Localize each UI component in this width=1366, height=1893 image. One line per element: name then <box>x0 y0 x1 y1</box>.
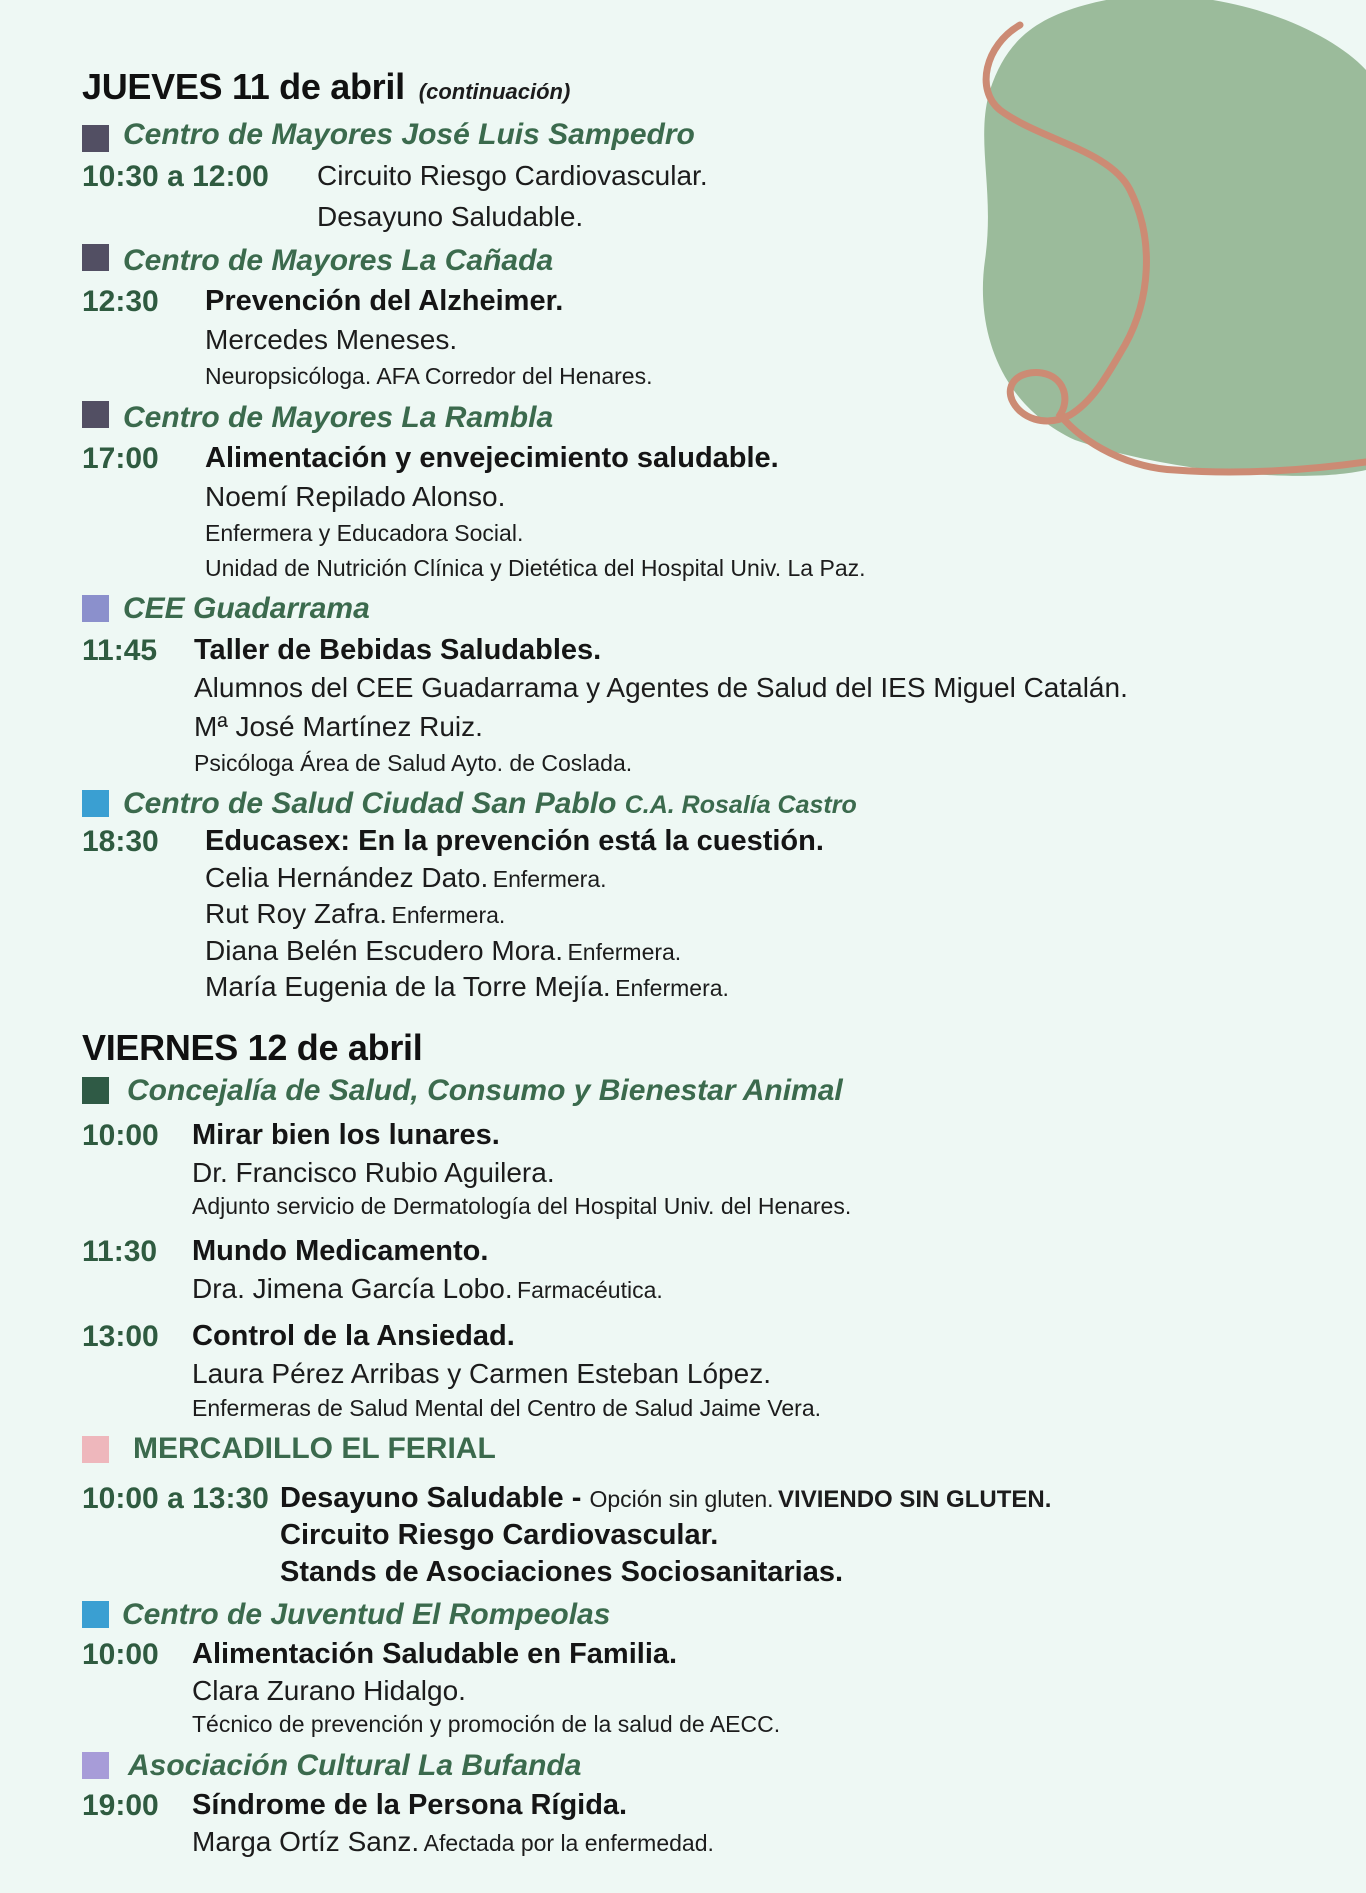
person-name: María Eugenia de la Torre Mejía. <box>205 971 611 1002</box>
thursday-title: JUEVES 11 de abril <box>82 66 405 107</box>
person-line <box>205 862 607 894</box>
venue-marker-square <box>82 1601 109 1628</box>
event-time: 10:00 <box>82 1119 159 1152</box>
friday-title: VIERNES 12 de abril <box>82 1027 423 1068</box>
event-speaker: Laura Pérez Arribas y Carmen Esteban López. <box>192 1358 771 1389</box>
event-detail: Adjunto servicio de Dermatología del Hospital Univ. del Henares. <box>192 1193 852 1219</box>
person-role: Enfermera. <box>567 939 682 965</box>
event-line: Stands de Asociaciones Sociosanitarias. <box>280 1556 844 1588</box>
event-speaker: Marga Ortíz Sanz. <box>192 1826 420 1857</box>
event-title: Mirar bien los lunares. <box>192 1119 500 1151</box>
venue-marker-square <box>82 1752 109 1779</box>
event-time: 10:30 a 12:00 <box>82 160 269 193</box>
venue-title: Centro de Juventud El Rompeolas <box>122 1598 611 1631</box>
event-speaker: Mª José Martínez Ruiz. <box>194 711 483 742</box>
person-name: Diana Belén Escudero Mora. <box>205 935 563 966</box>
event-detail: Unidad de Nutrición Clínica y Dietética del Hospital Univ. La Paz. <box>205 555 866 581</box>
green-blob-shape <box>983 0 1366 476</box>
person-role: Afectada por la enfermedad. <box>423 1830 714 1856</box>
event-time: 10:00 a 13:30 <box>82 1482 269 1515</box>
event-time: 11:30 <box>82 1235 158 1268</box>
person-role: Farmacéutica. <box>517 1277 663 1303</box>
thursday-header <box>82 66 570 108</box>
event-speaker: Clara Zurano Hidalgo. <box>192 1675 466 1706</box>
event-time: 12:30 <box>82 285 159 318</box>
venue-title: Centro de Mayores La Rambla <box>123 401 554 434</box>
person-role: Enfermera. <box>492 866 607 892</box>
event-title: Educasex: En la prevención está la cuestión. <box>205 825 824 857</box>
event-detail: Enfermeras de Salud Mental del Centro de Salud Jaime Vera. <box>192 1395 822 1421</box>
venue-title: Asociación Cultural La Bufanda <box>128 1749 582 1782</box>
event-title: Taller de Bebidas Saludables. <box>194 634 602 666</box>
event-title: Mundo Medicamento. <box>192 1235 489 1267</box>
event-note-tail: VIVIENDO SIN GLUTEN. <box>778 1486 1052 1513</box>
event-detail: Neuropsicóloga. AFA Corredor del Henares. <box>205 363 653 389</box>
event-title: Prevención del Alzheimer. <box>205 285 564 317</box>
continuation-note: (continuación) <box>418 79 571 104</box>
person-line <box>205 971 729 1003</box>
event-time: 10:00 <box>82 1638 159 1671</box>
event-title: Síndrome de la Persona Rígida. <box>192 1789 628 1821</box>
person-role: Enfermera. <box>391 902 506 928</box>
event-time: 17:00 <box>82 442 159 475</box>
venue-marker-square <box>82 125 109 152</box>
venue-marker-square <box>82 244 109 271</box>
venue-name: Centro de Salud Ciudad San Pablo <box>123 787 617 820</box>
venue-marker-square <box>82 1436 109 1463</box>
venue-title: MERCADILLO EL FERIAL <box>133 1432 496 1465</box>
event-note: Opción sin gluten. <box>589 1486 774 1512</box>
venue-title: Centro de Mayores La Cañada <box>123 244 554 277</box>
person-name: Celia Hernández Dato. <box>205 862 489 893</box>
venue-title: CEE Guadarrama <box>123 592 370 625</box>
event-line: Circuito Riesgo Cardiovascular. <box>280 1519 719 1551</box>
event-speaker: Mercedes Meneses. <box>205 324 458 355</box>
event-title: Desayuno Saludable <box>280 1482 564 1514</box>
person-name: Rut Roy Zafra. <box>205 898 388 929</box>
event-title: Control de la Ansiedad. <box>192 1320 515 1352</box>
event-line: Circuito Riesgo Cardiovascular. <box>317 160 708 191</box>
event-time: 13:00 <box>82 1320 159 1353</box>
event-speaker: Dr. Francisco Rubio Aguilera. <box>192 1157 555 1188</box>
person-line <box>192 1273 663 1305</box>
venue-suffix: C.A. Rosalía Castro <box>624 791 857 819</box>
event-speaker: Noemí Repilado Alonso. <box>205 481 506 512</box>
venue-title: Centro de Mayores José Luis Sampedro <box>123 118 695 151</box>
event-detail: Psicóloga Área de Salud Ayto. de Coslada. <box>194 750 633 776</box>
event-speaker: Alumnos del CEE Guadarrama y Agentes de Salud del IES Miguel Catalán. <box>194 672 1128 703</box>
person-line <box>205 935 681 967</box>
person-line <box>205 898 505 930</box>
event-title: Alimentación Saludable en Familia. <box>192 1638 678 1670</box>
event-line: Desayuno Saludable. <box>317 201 584 232</box>
event-separator: - <box>563 1482 590 1514</box>
person-role: Enfermera. <box>615 975 729 1001</box>
event-detail: Enfermera y Educadora Social. <box>205 520 524 546</box>
venue-title <box>123 787 857 821</box>
person-line <box>192 1826 714 1858</box>
venue-marker-square <box>82 595 109 622</box>
event-time: 19:00 <box>82 1789 159 1822</box>
venue-marker-square <box>82 790 109 817</box>
event-speaker: Dra. Jimena García Lobo. <box>192 1273 513 1304</box>
event-title: Alimentación y envejecimiento saludable. <box>205 442 779 474</box>
venue-marker-square <box>82 1077 109 1104</box>
event-detail: Técnico de prevención y promoción de la salud de AECC. <box>192 1711 781 1737</box>
event-time: 18:30 <box>82 825 159 858</box>
venue-title: Concejalía de Salud, Consumo y Bienestar Animal <box>127 1074 843 1107</box>
venue-marker-square <box>82 401 109 428</box>
event-line <box>280 1482 1051 1515</box>
event-time: 11:45 <box>82 634 158 667</box>
